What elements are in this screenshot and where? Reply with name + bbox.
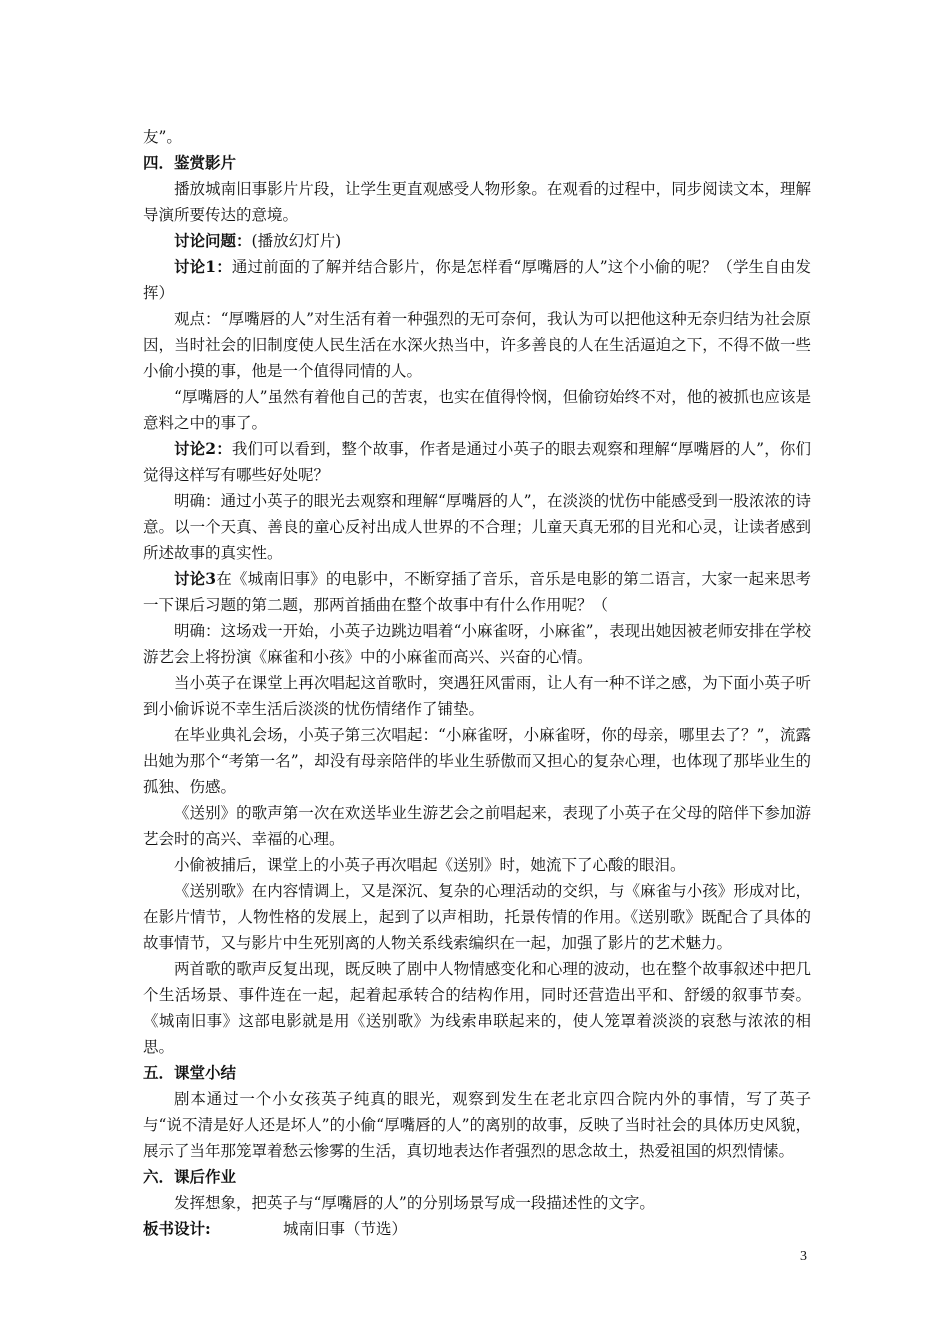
paragraph-5: 观点：“厚嘴唇的人”对生活有着一种强烈的无可奈何，我认为可以把他这种无奈归结为社会原因，当时社会的旧制度使人民生活在水深火热当中，许多善良的人在生活逼迫之下，不得不做一些小偷小摸的事，他是一个值得同情的人。 [143,310,811,380]
board-design-value: 城南旧事（节选） [283,1220,408,1238]
paragraph-16: 两首歌的歌声反复出现，既反映了剧中人物情感变化和心理的波动，也在整个故事叙述中把几个生活场景、事件连在一起，起着起承转合的结构作用，同时还营造出平和、舒缓的叙事节奏。《城南旧事》这部电影就是用《送别歌》为线索串联起来的，使人笼罩着淡淡的哀愁与浓浓的相思。 [143,960,811,1056]
document-body [143,124,811,1242]
paragraph-text: (播放幻灯片) [251,232,342,250]
discussion-1-label: 讨论1： [174,257,232,276]
paragraph-text: 通过前面的了解并结合影片，你是怎样看“厚嘴唇的人”这个小偷的呢？（学生自由发挥） [143,258,811,302]
paragraph-text: 在《城南旧事》的电影中，不断穿插了音乐，音乐是电影的第二语言，大家一起来思考一下课后习题的第二题，那两首插曲在整个故事中有什么作用呢？（ [143,570,811,614]
paragraph-18: 剧本通过一个小女孩英子纯真的眼光，观察到发生在老北京四合院内外的事情，写了英子与“说不清是好人还是坏人”的小偷“厚嘴唇的人”的离别的故事，反映了当时社会的具体历史风貌，展示了当年那笼罩着愁云惨雾的生活，真切地表达作者强烈的思念故土，热爱祖国的炽烈情愫。 [143,1090,811,1160]
section-heading-5: 五．课堂小结 [143,1063,237,1082]
paragraph-20: 发挥想象，把英子与“厚嘴唇的人”的分别场景写成一段描述性的文字。 [174,1194,655,1212]
discussion-3-label: 讨论3 [174,569,217,588]
paragraph-13: 《送别》的歌声第一次在欢送毕业生游艺会之前唱起来，表现了小英子在父母的陪伴下参加游艺会时的高兴、幸福的心理。 [143,804,811,848]
paragraph-text: 我们可以看到，整个故事，作者是通过小英子的眼去观察和理解“厚嘴唇的人”，你们觉得这样写有哪些好处呢？ [143,440,811,484]
board-design [143,1216,811,1242]
discussion-label: 讨论问题： [174,231,252,250]
paragraph-6: “厚嘴唇的人”虽然有着他自己的苦衷，也实在值得怜悯，但偷窃始终不对，他的被抓也应该是意料之中的事了。 [143,388,811,432]
paragraph-8: 明确：通过小英子的眼光去观察和理解“厚嘴唇的人”，在淡淡的忧伤中能感受到一股浓浓的诗意。以一个天真、善良的童心反衬出成人世界的不合理；儿童天真无邪的目光和心灵，让读者感到所述故事的真实性。 [143,492,811,562]
section-heading-4: 四．鉴赏影片 [143,153,237,172]
paragraph-4 [143,254,811,306]
discussion-2-label: 讨论2： [174,439,232,458]
paragraph-10: 明确：这场戏一开始，小英子边跳边唱着“小麻雀呀，小麻雀”，表现出她因被老师安排在学校游艺会上将扮演《麻雀和小孩》中的小麻雀而高兴、兴奋的心情。 [143,622,811,666]
page-number: 3 [800,1249,807,1264]
paragraph-3 [143,228,811,254]
paragraph-2: 播放城南旧事影片片段，让学生更直观感受人物形象。在观看的过程中，同步阅读文本，理解导演所要传达的意境。 [143,180,811,224]
paragraph-0: 友”。 [143,128,182,146]
paragraph-11: 当小英子在课堂上再次唱起这首歌时，突遇狂风雷雨，让人有一种不详之感，为下面小英子听到小偷诉说不幸生活后淡淡的忧伤情绪作了铺垫。 [143,674,811,718]
board-design-label: 板书设计: [143,1219,211,1238]
section-heading-6: 六．课后作业 [143,1167,237,1186]
paragraph-7 [143,436,811,488]
paragraph-12: 在毕业典礼会场，小英子第三次唱起：“小麻雀呀，小麻雀呀，你的母亲，哪里去了？”，流露出她为那个“考第一名”，却没有母亲陪伴的毕业生骄傲而又担心的复杂心理，也体现了那毕业生的孤独、伤感。 [143,726,811,796]
paragraph-15: 《送别歌》在内容情调上，又是深沉、复杂的心理活动的交织，与《麻雀与小孩》形成对比，在影片情节，人物性格的发展上，起到了以声相助，托景传情的作用。《送别歌》既配合了具体的故事情节，又与影片中生死别离的人物关系线索编织在一起，加强了影片的艺术魅力。 [143,882,811,952]
paragraph-9 [143,566,811,618]
paragraph-14: 小偷被捕后，课堂上的小英子再次唱起《送别》时，她流下了心酸的眼泪。 [174,856,686,874]
